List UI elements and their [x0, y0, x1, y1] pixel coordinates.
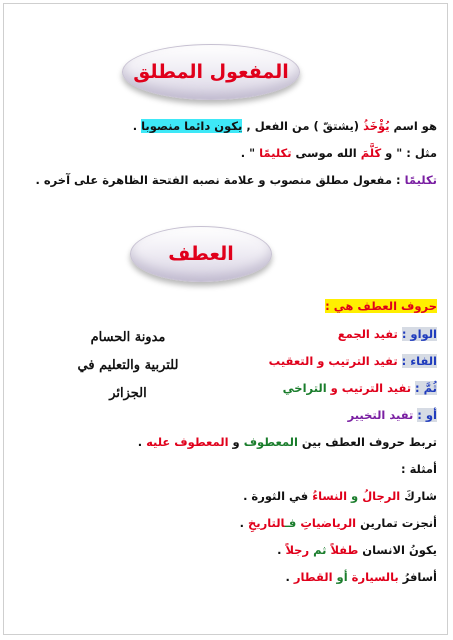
- example-sentence: شاركَ الرجالُ و النساءُ في الثورة .: [243, 489, 437, 503]
- parsing-line: تكليمًا : مفعول مطلق منصوب و علامة نصبه الفتحة الظاهرة على آخره .: [35, 173, 437, 187]
- examples-label: أمثلة :: [400, 462, 437, 476]
- side-note-line: مدونة الحسام: [90, 330, 166, 345]
- connects-line: تربط حروف العطف بين المعطوف و المعطوف عليه .: [137, 435, 437, 449]
- title-oval-maful-mutlaq: [122, 44, 300, 100]
- side-note-line: الجزائر: [109, 386, 147, 401]
- conjunction-item: الفاء : تفيد الترتيب و التعقيب: [268, 354, 437, 368]
- highlighted-phrase: يكون دائما منصوبا: [141, 119, 243, 133]
- example-sentence: يكونُ الانسان طفلاً ثم رجلاً .: [277, 543, 437, 557]
- section-title-maful-mutlaq: المفعول المطلق: [133, 61, 289, 83]
- conjunctions-header: حروف العطف هي :: [325, 299, 437, 313]
- example-sentence: أنجزت تمارين الرياضياتِ فـالتاريخِ .: [239, 516, 437, 530]
- conjunction-item: أو : تفيد التخيير: [347, 408, 437, 422]
- example-sentence: أسافرُ بالسيارة أو القطار .: [285, 570, 437, 584]
- conjunction-item: ثُمَّ : تفيد الترتيب و التراخي: [282, 381, 437, 395]
- conjunction-item: الواو : تفيد الجمع: [337, 327, 437, 341]
- definition-line: هو اسم يُؤْخَذُ (يشتقّ ) من الفعل , يكون دائما منصوبا .: [132, 119, 437, 133]
- title-oval-atf: [130, 226, 272, 282]
- blog-side-note: [68, 324, 188, 408]
- example-line: مثل : " و كَلَّمَ الله موسى تكليمًا " .: [240, 146, 437, 160]
- section-title-atf: العطف: [168, 243, 234, 265]
- side-note-line: للتربية والتعليم في: [77, 358, 179, 373]
